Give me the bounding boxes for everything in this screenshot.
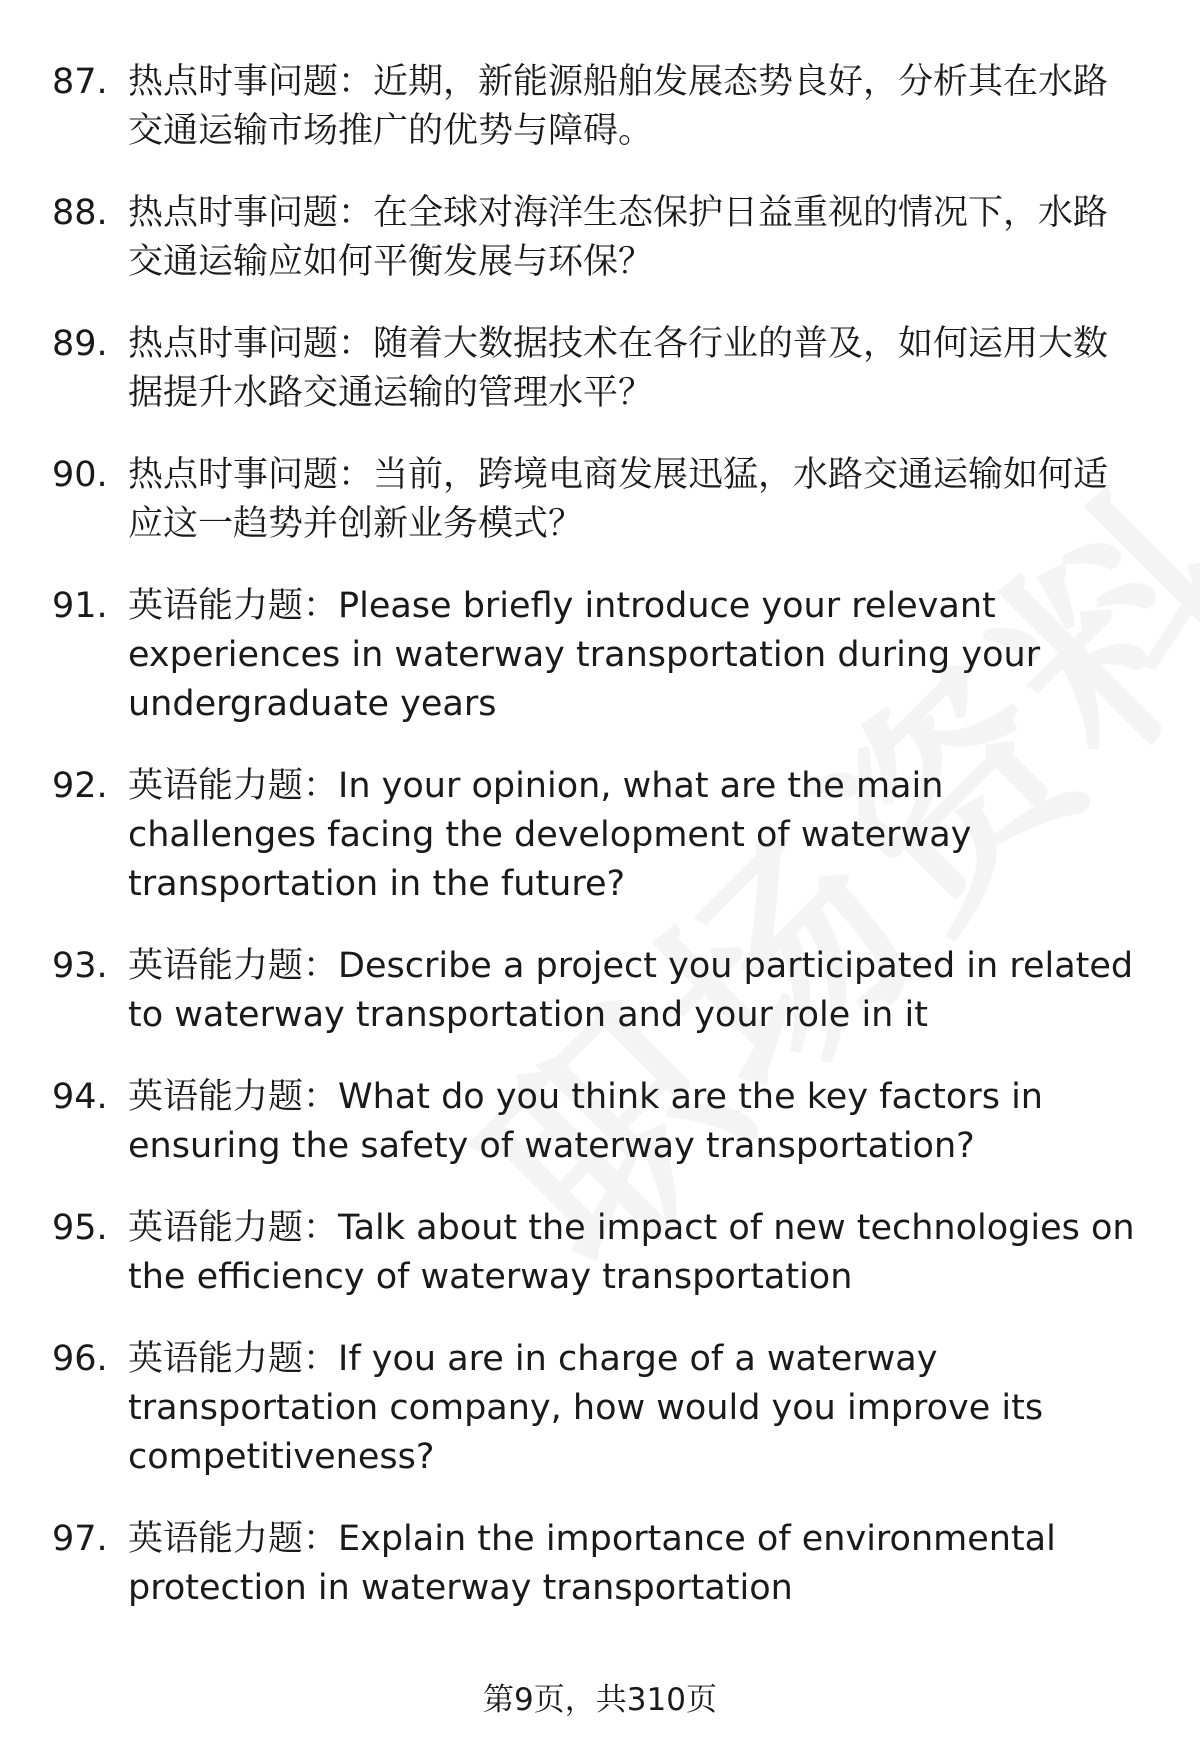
question-text: 英语能力题：Explain the importance of environmental protection in waterway transportation	[128, 1519, 1056, 1608]
question-text: 热点时事问题：当前，跨境电商发展迅猛，水路交通运输如何适应这一趋势并创新业务模式？	[128, 455, 1109, 544]
question-item	[0, 320, 1200, 418]
question-item	[0, 582, 1200, 729]
question-item	[0, 189, 1200, 287]
question-item	[0, 451, 1200, 549]
question-text: 英语能力题：What do you think are the key factors in ensuring the safety of waterway transportation?	[128, 1077, 1043, 1166]
question-number: 92.	[52, 766, 108, 806]
question-number: 90.	[52, 455, 108, 495]
question-number: 91.	[52, 586, 108, 626]
question-number: 89.	[52, 324, 108, 364]
question-item	[0, 1073, 1200, 1171]
question-text: 英语能力题：If you are in charge of a waterway transportation company, how would you improve its competitiveness?	[128, 1339, 1044, 1477]
question-item	[0, 762, 1200, 909]
question-text: 英语能力题：Talk about the impact of new technologies on the efficiency of waterway transportation	[128, 1208, 1135, 1297]
question-number: 87.	[52, 62, 108, 102]
question-number: 97.	[52, 1519, 108, 1559]
question-text: 热点时事问题：近期，新能源船舶发展态势良好，分析其在水路交通运输市场推广的优势与障碍。	[128, 62, 1109, 151]
question-text: 热点时事问题：在全球对海洋生态保护日益重视的情况下，水路交通运输应如何平衡发展与环保？	[128, 193, 1109, 282]
question-number: 94.	[52, 1077, 108, 1117]
question-number: 96.	[52, 1339, 108, 1379]
question-item	[0, 1335, 1200, 1482]
question-text: 英语能力题：Describe a project you participated in related to waterway transportation and your role in it	[128, 946, 1134, 1035]
question-item	[0, 1515, 1200, 1613]
question-item	[0, 58, 1200, 156]
question-item	[0, 942, 1200, 1040]
question-text: 热点时事问题：随着大数据技术在各行业的普及，如何运用大数据提升水路交通运输的管理水平？	[128, 324, 1109, 413]
question-text: 英语能力题：In your opinion, what are the main challenges facing the development of waterway transportation in the future?	[128, 766, 972, 904]
question-list	[0, 58, 1200, 1646]
question-text: 英语能力题：Please briefly introduce your relevant experiences in waterway transportation during your undergraduate years	[128, 586, 1041, 724]
question-number: 93.	[52, 946, 108, 986]
question-number: 95.	[52, 1208, 108, 1248]
question-number: 88.	[52, 193, 108, 233]
question-item	[0, 1204, 1200, 1302]
page-footer: 第9页，共310页	[483, 1682, 717, 1718]
